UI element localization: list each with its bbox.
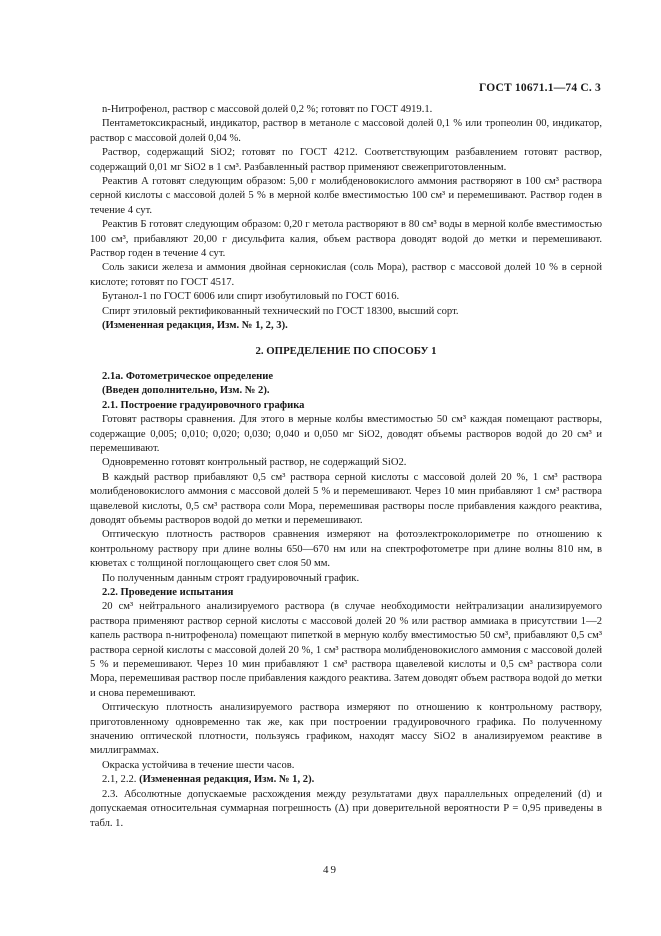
subsection-heading: 2.2. Проведение испытания — [102, 587, 234, 598]
subsection-heading: 2.1а. Фотометрическое определение — [102, 370, 274, 382]
document-body — [90, 103, 602, 831]
paragraph: Реактив А готовят следующим образом: 5,00 г молибденовокислого аммония растворяют в 100 см³ раствора серной кислоты с массовой долей 5 % в мерной колбе вместимостью 100 см³ и перемешивают. Раствор годен в течение 4 сут. — [90, 176, 602, 216]
paragraph: Бутанол-1 по ГОСТ 6006 или спирт изобутиловый по ГОСТ 6016. — [102, 291, 400, 303]
paragraph: Реактив Б готовят следующим образом: 0,20 г метола растворяют в 80 см³ воды в мерной колбе вместимостью 100 см³, прибавляют 20,00 г дисульфита калия, объем раствора доводят водой до метки и перемешивают. Раствор годен в течение 4 сут. — [90, 219, 602, 260]
paragraph: По полученным данным строят градуировочный график. — [102, 572, 360, 584]
paragraph: Оптическую плотность анализируемого раствора измеряют по отношению к контрольному раствору, приготовленному одновременно так же, как при построении градуировочного графика. По полученному значению оптической плотности, пользуясь графиком, находят массу SiO2 в анализируемом реактиве в миллиграммах. — [90, 702, 602, 757]
amendment-note: (Измененная редакция, Изм. № 1, 2, 3). — [102, 320, 288, 332]
paragraph: Оптическую плотность растворов сравнения измеряют на фотоэлектроколориметре по отношению к контрольному раствору при длине волны 650—670 нм или на спектрофотометре при длине волны 810 нм, в кюветах с толщиной поглощающего свет слоя 50 мм. — [90, 529, 602, 570]
amendment-note: (Измененная редакция, Изм. № 1, 2). — [139, 774, 315, 786]
paragraph: 2.3. Абсолютные допускаемые расхождения между результатами двух параллельных определений (d) и допускаемая относительная суммарная погрешность (Δ) при доверительной вероятности P = 0,95 приведены в табл. 1. — [90, 788, 602, 829]
page-number: 49 — [323, 864, 338, 876]
paragraph: Одновременно готовят контрольный раствор, не содержащий SiO2. — [102, 457, 407, 469]
subsection-heading: 2.1. Построение градуировочного графика — [102, 399, 305, 411]
amendment-line — [90, 773, 602, 787]
section-title: 2. ОПРЕДЕЛЕНИЕ ПО СПОСОБУ 1 — [255, 344, 437, 357]
paragraph: Окраска устойчива в течение шести часов. — [102, 759, 295, 771]
paragraph: Спирт этиловый ректификованный технический по ГОСТ 18300, высший сорт. — [102, 305, 459, 317]
paragraph: Раствор, содержащий SiO2; готовят по ГОСТ 4212. Соответствующим разбавлением готовят раствор, содержащий 0,01 мг SiO2 в 1 см³. Разбавленный раствор применяют свежеприготовленным. — [90, 147, 602, 173]
page-header: ГОСТ 10671.1—74 С. 3 — [478, 82, 601, 94]
paragraph: n-Нитрофенол, раствор с массовой долей 0,2 %; готовят по ГОСТ 4919.1. — [102, 104, 433, 115]
paragraph: В каждый раствор прибавляют 0,5 см³ раствора серной кислоты с массовой долей 20 %, 1 см³ раствора молибденовокислого аммония с массовой долей 5 % и перемешивают. Через 10 мин прибавляют 1 см³ раствора щавелевой кислоты, 0,5 см³ раствора соли Мора, перемешивая растворы после прибавления каждого реактива, доводят объемы растворов водой до метки и перемешивают. — [90, 471, 602, 526]
paragraph: Соль закиси железа и аммония двойная сернокислая (соль Мора), раствор с массовой долей 10 % в серной кислоте; готовят по ГОСТ 4517. — [90, 262, 602, 288]
amendment-note: (Введен дополнительно, Изм. № 2). — [102, 385, 270, 397]
paragraph: 20 см³ нейтрального анализируемого раствора (в случае необходимости нейтрализации анализируемого раствора применяют раствор серной кислоты с массовой долей 20 % или раствор аммиака в присутствии 1—2 капель раствора n-нитрофенола) помещают пипеткой в мерную колбу вместимостью 50 см³, прибавляют 0,5 см³ раствора серной кислоты с массовой долей 20 %, 1 см³ раствора молибденовокислого аммония с массовой долей 5 % и перемешивают. Через 10 мин прибавляют 1 см³ раствора щавелевой кислоты и 0,5 см³ раствора соли Мора, перемешивая раствор после прибавления каждого реактива. Затем доводят объем раствора водой до метки и снова перемешивают. — [90, 601, 602, 699]
paragraph: Готовят растворы сравнения. Для этого в мерные колбы вместимостью 50 см³ каждая помещают растворы, содержащие 0,005; 0,010; 0,020; 0,030; 0,040 и 0,050 мг SiO2, доводят объемы растворов водой до 20 см³ и перемешивают. — [90, 414, 602, 454]
paragraph: Пентаметоксикрасный, индикатор, раствор в метаноле с массовой долей 0,1 % или тропеолин 00, индикатор, раствор с массовой долей 0,04 %. — [90, 118, 602, 144]
clause-refs: 2.1, 2.2. — [102, 774, 137, 786]
